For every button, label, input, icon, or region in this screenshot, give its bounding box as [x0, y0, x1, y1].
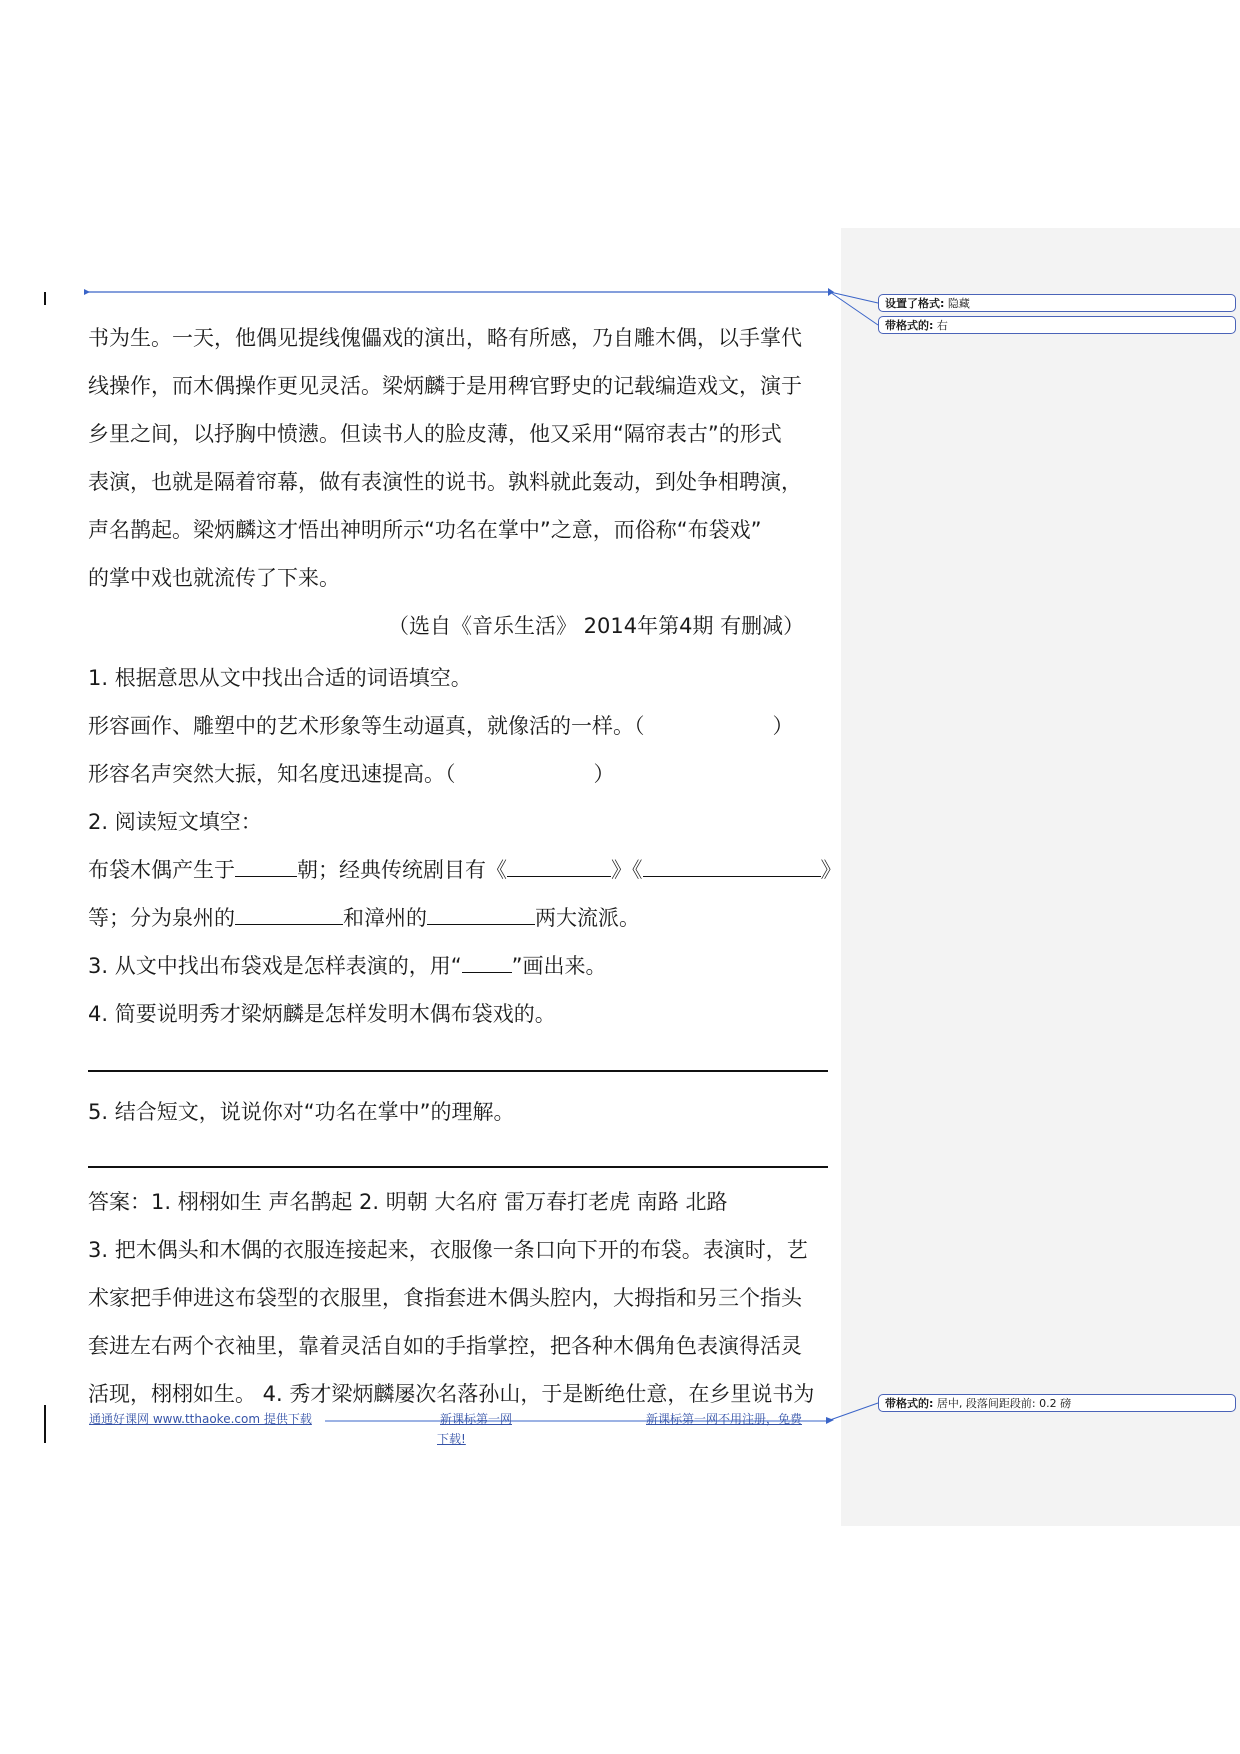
answer-line: 3. 把木偶头和木偶的衣服连接起来，衣服像一条口向下开的布袋。表演时，艺	[88, 1238, 808, 1262]
blank-play-2[interactable]	[643, 856, 821, 877]
blank-zhangzhou[interactable]	[427, 904, 535, 925]
answer-line: 活现，栩栩如生。 4. 秀才梁炳麟屡次名落孙山，于是断绝仕意，在乡里说书为	[88, 1382, 815, 1406]
question-2-line-1: 布袋木偶产生于 朝；经典传统剧目有《 》《 》	[88, 858, 842, 882]
blank-quanzhou[interactable]	[235, 904, 343, 925]
story-line: 乡里之间，以抒胸中愤懑。但读书人的脸皮薄，他又采用“隔帘表古”的形式	[88, 422, 782, 446]
question-2: 2. 阅读短文填空：	[88, 810, 262, 834]
answer-line-q4[interactable]	[88, 1070, 828, 1072]
text-cursor-top	[44, 292, 46, 305]
blank-dynasty[interactable]	[235, 856, 297, 877]
source-citation: （选自《音乐生活》 2014年第4期 有删减）	[388, 614, 805, 638]
comment-pane	[841, 228, 1240, 1526]
story-line: 线操作，而木偶操作更见灵活。梁炳麟于是用稗官野史的记载编造戏文，演于	[88, 374, 802, 398]
question-1a: 形容画作、雕塑中的艺术形象等生动逼真，就像活的一样。（ ）	[88, 714, 794, 738]
question-3: 3. 从文中找出布袋戏是怎样表演的，用“ ”画出来。	[88, 954, 607, 978]
blank-play-1[interactable]	[507, 856, 611, 877]
story-paragraph	[88, 314, 828, 602]
question-2-line-2: 等；分为泉州的 和漳州的 两大流派。	[88, 906, 640, 930]
footer-link-tthaoke[interactable]: 通通好课网 www.tthaoke.com 提供下载	[89, 1412, 312, 1426]
story-line: 声名鹊起。梁炳麟这才悟出神明所示“功名在掌中”之意，而俗称“布袋戏”	[88, 518, 762, 542]
story-line: 表演，也就是隔着帘幕，做有表演性的说书。孰料就此轰动，到处争相聘演，	[88, 470, 802, 494]
answer-line: 术家把手伸进这布袋型的衣服里，食指套进木偶头腔内，大拇指和另三个指头	[88, 1286, 802, 1310]
comment-balloon-centered[interactable]: 带格式的: 居中, 段落间距段前: 0.2 磅	[878, 1394, 1236, 1412]
underline-sample	[462, 952, 512, 973]
story-line: 书为生。一天，他偶见提线傀儡戏的演出，略有所感，乃自雕木偶，以手掌代	[88, 326, 802, 350]
footer-link-xkb-1[interactable]: 新课标第一网	[440, 1412, 513, 1426]
comment-balloon-right[interactable]: 带格式的: 右	[878, 316, 1236, 334]
question-1: 1. 根据意思从文中找出合适的词语填空。	[88, 666, 472, 690]
question-4: 4. 简要说明秀才梁炳麟是怎样发明木偶布袋戏的。	[88, 1002, 556, 1026]
footer-link-xkb-2[interactable]: 下载!	[437, 1432, 466, 1446]
footer-link-xkb-free[interactable]: 新课标第一网不用注册，免费	[646, 1412, 803, 1426]
answer-line: 答案：1. 栩栩如生 声名鹊起 2. 明朝 大名府 雷万春打老虎 南路 北路	[88, 1190, 728, 1214]
answer-line-q5[interactable]	[88, 1166, 828, 1168]
answer-line: 套进左右两个衣袖里，靠着灵活自如的手指掌控，把各种木偶角色表演得活灵	[88, 1334, 802, 1358]
story-line: 的掌中戏也就流传了下来。	[88, 566, 340, 590]
comment-balloon-hidden[interactable]: 设置了格式: 隐藏	[878, 294, 1236, 312]
question-1b: 形容名声突然大振，知名度迅速提高。（ ）	[88, 762, 615, 786]
top-revision-line	[0, 0, 1240, 340]
question-5: 5. 结合短文，说说你对“功名在掌中”的理解。	[88, 1100, 515, 1124]
